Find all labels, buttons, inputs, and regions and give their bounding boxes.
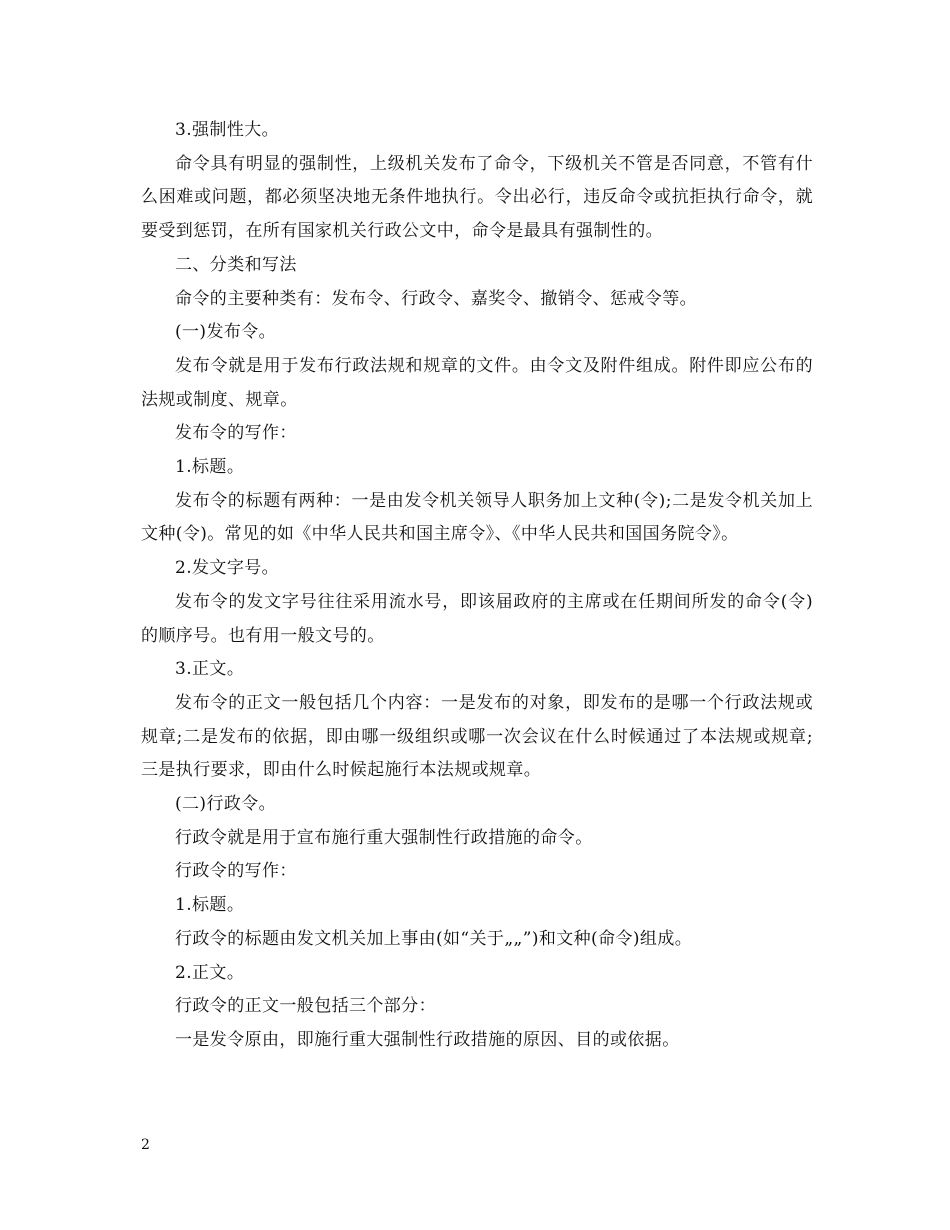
list-heading: 1.标题。 <box>175 457 245 478</box>
paragraph: 发布令的正文一般包括几个内容：一是发布的对象，即发布的是哪一个行政法规或规章;二是发布的依据，即由哪一级组织或哪一次会议在什么时候通过了本法规或规章;三是执行要求，即由什么时候起施行本法规或规章。 <box>141 692 813 781</box>
paragraph: 行政令的标题由发文机关加上事由(如“关于„„”)和文种(命令)组成。 <box>175 928 693 949</box>
paragraph: 行政令的正文一般包括三个部分： <box>175 996 436 1017</box>
paragraph: 发布令的标题有两种：一是由发令机关领导人职务加上文种(令);二是发令机关加上文种(令)。常见的如《中华人民共和国主席令》、《中华人民共和国国务院令》。 <box>141 490 813 545</box>
paragraph: 发布令的写作： <box>175 423 297 444</box>
subsection-heading: (一)发布令。 <box>175 322 277 343</box>
paragraph: 发布令的发文字号往往采用流水号，即该届政府的主席或在任期间所发的命令(令)的顺序号。也有用一般文号的。 <box>141 591 813 646</box>
paragraph: 3.强制性大。 <box>175 120 280 140</box>
list-heading: 2.发文字号。 <box>175 558 280 579</box>
paragraph: 发布令就是用于发布行政法规和规章的文件。由令文及附件组成。附件即应公布的法规或制度、规章。 <box>141 355 813 410</box>
document-body <box>141 114 813 1058</box>
section-heading: 二、分类和写法 <box>175 254 297 275</box>
list-heading: 3.正文。 <box>175 659 245 680</box>
list-heading: 1.标题。 <box>175 895 245 916</box>
list-heading: 2.正文。 <box>175 962 245 983</box>
paragraph: 命令具有明显的强制性，上级机关发布了命令，下级机关不管是否同意，不管有什么困难或问题，都必须坚决地无条件地执行。令出必行，违反命令或抗拒执行命令，就要受到惩罚，在所有国家机关行政公文中，命令是最具有强制性的。 <box>141 153 813 242</box>
paragraph: 行政令就是用于宣布施行重大强制性行政措施的命令。 <box>175 827 593 848</box>
subsection-heading: (二)行政令。 <box>175 794 277 815</box>
paragraph: 一是发令原由，即施行重大强制性行政措施的原因、目的或依据。 <box>175 1029 680 1050</box>
paragraph: 行政令的写作： <box>175 861 297 882</box>
paragraph: 命令的主要种类有：发布令、行政令、嘉奖令、撤销令、惩戒令等。 <box>175 288 697 309</box>
page-number: 2 <box>141 1137 150 1153</box>
